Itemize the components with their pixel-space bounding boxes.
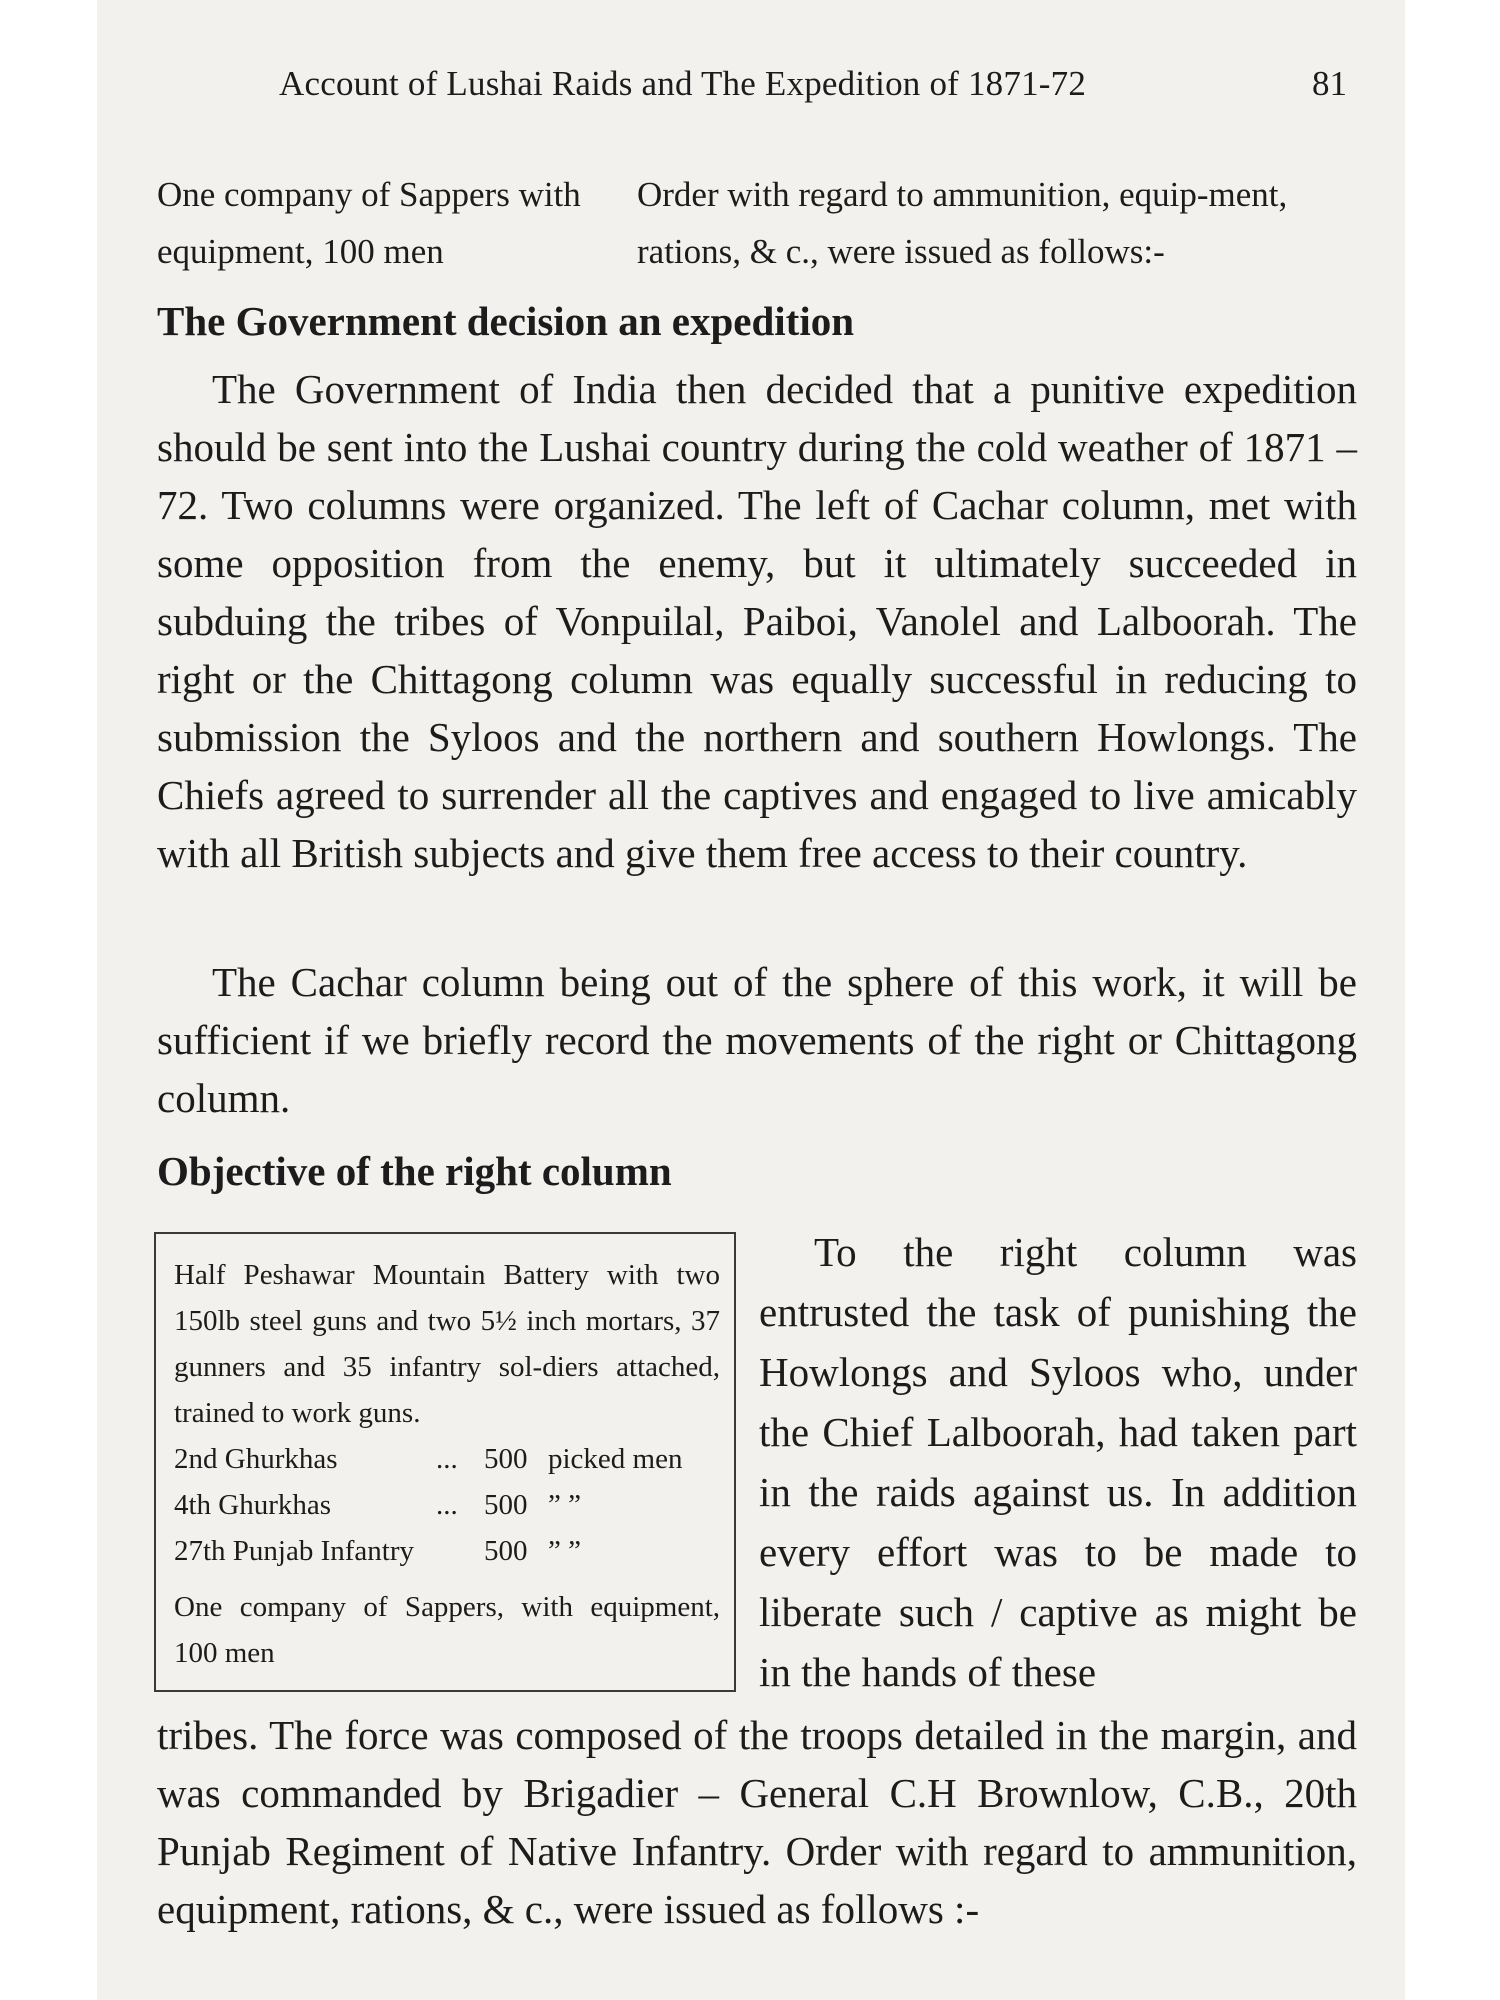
troop-row: [174, 1482, 720, 1528]
troop-name: 27th Punjab Infantry: [174, 1535, 415, 1567]
troop-ditto-marks: ” ”: [548, 1535, 581, 1567]
troops-margin-box: [154, 1232, 736, 1692]
troop-leader-dots: ...: [436, 1489, 458, 1521]
troop-count: 500: [484, 1443, 528, 1475]
section-heading-right-column: Objective of the right column: [157, 1148, 672, 1194]
paragraph-force-composition: tribes. The force was composed of the troops detailed in the margin, and was commanded by Brigadier – General C.H Brownlow, C.B., 20th Punjab Regiment of Native Infantry. Order with regard to ammunition, equipment, rations, & c., were issued as follows :-: [157, 1712, 1357, 1932]
sappers-entry: One company of Sappers, with equipment, 100 men: [174, 1591, 720, 1669]
troop-name: 4th Ghurkhas: [174, 1489, 332, 1521]
running-head: Account of Lushai Raids and The Expedition of 1871-72: [279, 64, 1087, 103]
troop-row: [174, 1436, 720, 1482]
troop-count: 500: [484, 1489, 528, 1521]
right-column-wrapped-text: To the right column was entrusted the task of punishing the Howlongs and Syloos who, under the Chief Lalboorah, had taken part in the raids against us. In addition every effort was to be made to liberate such / captive as might be in the hands of these: [759, 1229, 1357, 1695]
troop-ditto-marks: ” ”: [548, 1489, 581, 1521]
battery-entry: Half Peshawar Mountain Battery with two 150lb steel guns and two 5½ inch mortars, 37 gunners and 35 infantry sol-diers attached, trained to work guns.: [174, 1259, 720, 1429]
troop-name: 2nd Ghurkhas: [174, 1443, 338, 1475]
paragraph-cachar-column: The Cachar column being out of the sphere of this work, it will be sufficient if we briefly record the movements of the right or Chittagong column.: [157, 959, 1357, 1121]
book-page: [97, 0, 1405, 2000]
section-heading-government-decision: The Government decision an expedition: [157, 298, 855, 344]
order-note-continued: Order with regard to ammunition, equip-ment, rations, & c., were issued as follows:-: [637, 175, 1288, 271]
troop-row: [174, 1528, 720, 1574]
troop-count: 500: [484, 1535, 528, 1567]
troop-note: picked men: [548, 1443, 683, 1475]
troop-leader-dots: ...: [436, 1443, 458, 1475]
paragraph-expedition-decision: The Government of India then decided that a punitive expedition should be sent into the Lushai country during the cold weather of 1871 – 72. Two columns were organized. The left of Cachar column, met with some opposition from the enemy, but it ultimately succeeded in subduing the tribes of Vonpuilal, Paiboi, Vanolel and Lalboorah. The right or the Chittagong column was equally successful in reducing to submission the Syloos and the northern and southern Howlongs. The Chiefs agreed to surrender all the captives and engaged to live amicably with all British subjects and give them free access to their country.: [157, 366, 1357, 876]
margin-note-continued: One company of Sappers with equipment, 100 men: [157, 175, 581, 271]
page-number: 81: [1312, 64, 1347, 103]
